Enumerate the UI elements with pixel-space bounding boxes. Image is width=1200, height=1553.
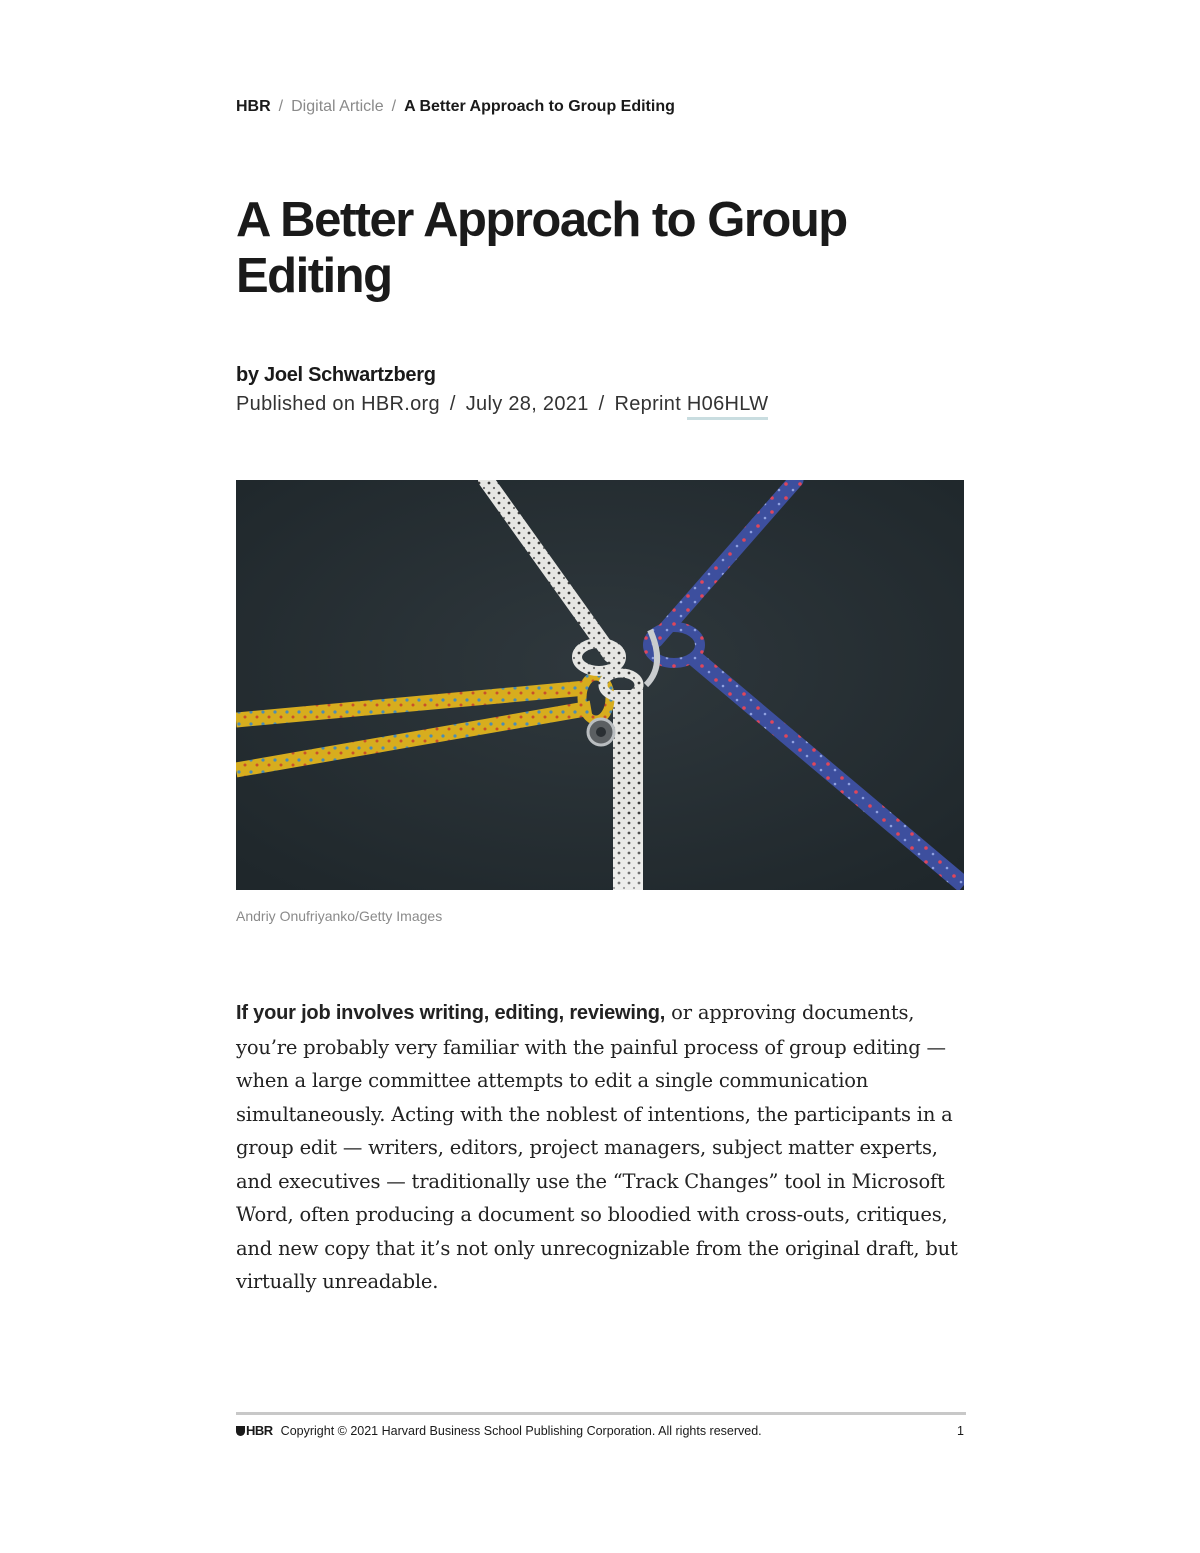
publication-date: July 28, 2021 (465, 393, 589, 415)
published-on-label: Published on HBR.org (236, 393, 440, 415)
lead-in-text: If your job involves writing, editing, reviewing, (236, 1002, 666, 1024)
paragraph-text: or approving documents, you’re probably very familiar with the painful process of group editing — when a large committee attempts to edit a single communication simultaneously. Acting with the noblest of intentions, the participants in a group edit — writers, editors, project managers, subject matter experts, and executives — traditionally use the “Track Changes” tool in Microsoft Word, often producing a document so bloodied with cross-outs, critiques, and new copy that it’s not only unrecognizable from the original draft, but virtually unreadable. (236, 1001, 958, 1293)
reprint-label: Reprint (614, 393, 682, 415)
ropes-knot-illustration (236, 480, 964, 890)
image-caption: Andriy Onufriyanko/Getty Images (236, 908, 443, 924)
footer-divider (236, 1412, 966, 1415)
hbr-logo (236, 1423, 273, 1438)
breadcrumb-separator: / (278, 98, 284, 115)
reprint-code-link[interactable]: H06HLW (687, 393, 768, 420)
breadcrumb-home-link[interactable]: HBR (236, 98, 271, 115)
footer-logo-text: HBR (246, 1423, 273, 1438)
shield-icon (236, 1426, 245, 1436)
breadcrumb-separator: / (391, 98, 397, 115)
page-title: A Better Approach to Group Editing (236, 193, 847, 303)
page-number: 1 (957, 1424, 964, 1438)
copyright-notice: Copyright © 2021 Harvard Business School Publishing Corporation. All rights reserved. (280, 1424, 762, 1438)
page-footer (236, 1422, 966, 1440)
publine-separator: / (598, 393, 605, 415)
breadcrumb-section-link[interactable]: Digital Article (291, 98, 384, 115)
article-byline: by Joel Schwartzberg (236, 364, 436, 386)
breadcrumb-current: A Better Approach to Group Editing (404, 98, 675, 115)
publine-separator: / (449, 393, 456, 415)
publication-info (236, 391, 768, 417)
article-body-paragraph (236, 996, 964, 1299)
hero-image (236, 480, 964, 890)
breadcrumb (236, 96, 675, 118)
